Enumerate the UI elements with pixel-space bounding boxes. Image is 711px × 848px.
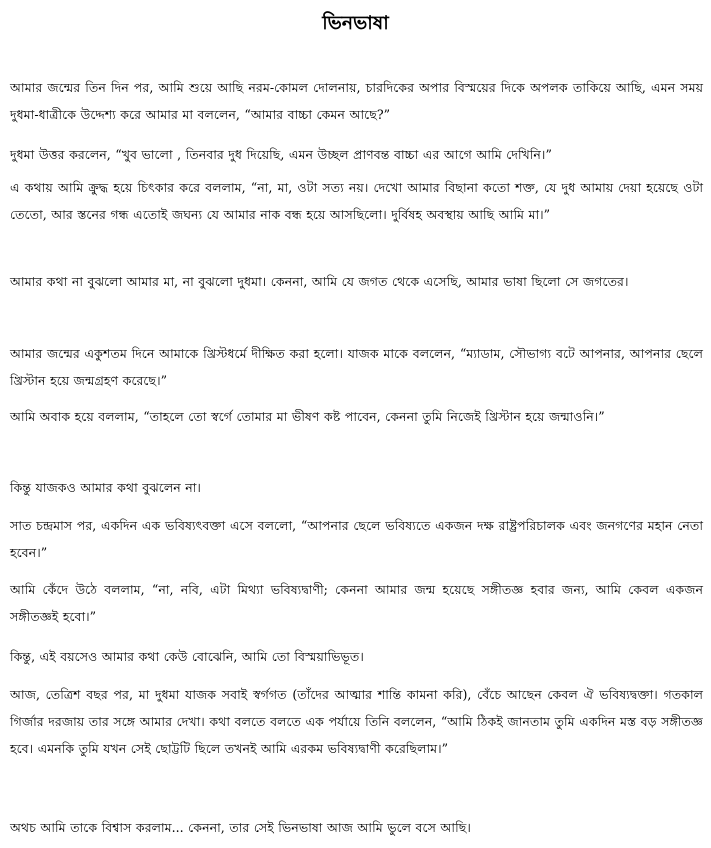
paragraph-7: কিন্তু যাজকও আমার কথা বুঝলেন না। <box>10 480 201 495</box>
paragraph-10: কিন্তু, এই বয়সেও আমার কথা কেউ বোঝেনি, আমি তো বিস্ময়াভিভূত। <box>10 649 364 664</box>
paragraph-2: দুধমা উত্তর করলেন, “খুব ভালো , তিনবার দুধ দিয়েছি, এমন উচ্ছল প্রাণবন্ত বাচ্চা এর আগে আমি দেখিনি।” <box>10 147 552 162</box>
paragraph-3: এ কথায় আমি ক্রুদ্ধ হয়ে চিৎকার করে বললাম, “না, মা, ওটা সত্য নয়। দেখো আমার বিছানা কতো শক্ত, যে দুধ আমায় দেয়া হয়েছে ওটা তেতো, আর স্তনের গন্ধ এতোই জঘন্য যে আমার নাক বন্ধ হয়ে আসছিলো। দুর্বিষহ অবস্থায় আছি আমি মা।” <box>10 180 703 222</box>
paragraph-4: আমার কথা না বুঝলো আমার মা, না বুঝলো দুধমা। কেননা, আমি যে জগত থেকে এসেছি, আমার ভাষা ছিলো সে জগতের। <box>10 274 629 289</box>
paragraph-8: সাত চন্দ্রমাস পর, একদিন এক ভবিষ্যৎবক্তা এসে বললো, “আপনার ছেলে ভবিষ্যতে একজন দক্ষ রাষ্ট্রপরিচালক এবং জনগণের মহান নেতা হবেন।” <box>10 518 703 560</box>
paragraph-9: আমি কেঁদে উঠে বললাম, “না, নবি, এটা মিথ্যা ভবিষ্যদ্বাণী; কেননা আমার জন্ম হয়েছে সঙ্গীতজ্ঞ হবার জন্য, আমি কেবল একজন সঙ্গীতজ্ঞই হবো।” <box>10 582 703 624</box>
paragraph-11: আজ, তেত্রিশ বছর পর, মা দুধমা যাজক সবাই স্বর্গগত (তাঁদের আত্মার শান্তি কামনা করি), বেঁচে আছেন কেবল ঐ ভবিষ্যদ্বক্তা। গতকাল গির্জার দরজায় তার সঙ্গে আমার দেখা। কথা বলতে বলতে এক পর্যায়ে তিনি বললেন, “আমি ঠিকই জানতাম তুমি একদিন মস্ত বড় সঙ্গীতজ্ঞ হবে। এমনকি তুমি যখন সেই ছোট্টটি ছিলে তখনই আমি এরকম ভবিষ্যদ্বাণী করেছিলাম।” <box>10 687 703 756</box>
paragraph-6: আমি অবাক হয়ে বললাম, “তাহলে তো স্বর্গে তোমার মা ভীষণ কষ্ট পাবেন, কেননা তুমি নিজেই খ্রিস্টান হয়ে জন্মাওনি।” <box>10 409 605 424</box>
document-title: ভিনভাষা <box>322 12 389 34</box>
paragraph-1: আমার জন্মের তিন দিন পর, আমি শুয়ে আছি নরম-কোমল দোলনায়, চারদিকের অপার বিস্ময়ের দিকে অপলক তাকিয়ে আছি, এমন সময় দুধমা-ধাত্রীকে উদ্দেশ্য করে আমার মা বললেন, “আমার বাচ্চা কেমন আছে?” <box>10 80 703 122</box>
paragraph-5: আমার জন্মের একুশতম দিনে আমাকে খ্রিস্টধর্মে দীক্ষিত করা হলো। যাজক মাকে বললেন, “ম্যাডাম, সৌভাগ্য বটে আপনার, আপনার ছেলে খ্রিস্টান হয়ে জন্মগ্রহণ করেছে।” <box>10 346 703 388</box>
paragraph-12: অথচ আমি তাকে বিশ্বাস করলাম... কেননা, তার সেই ভিনভাষা আজ আমি ভুলে বসে আছি। <box>10 820 471 835</box>
